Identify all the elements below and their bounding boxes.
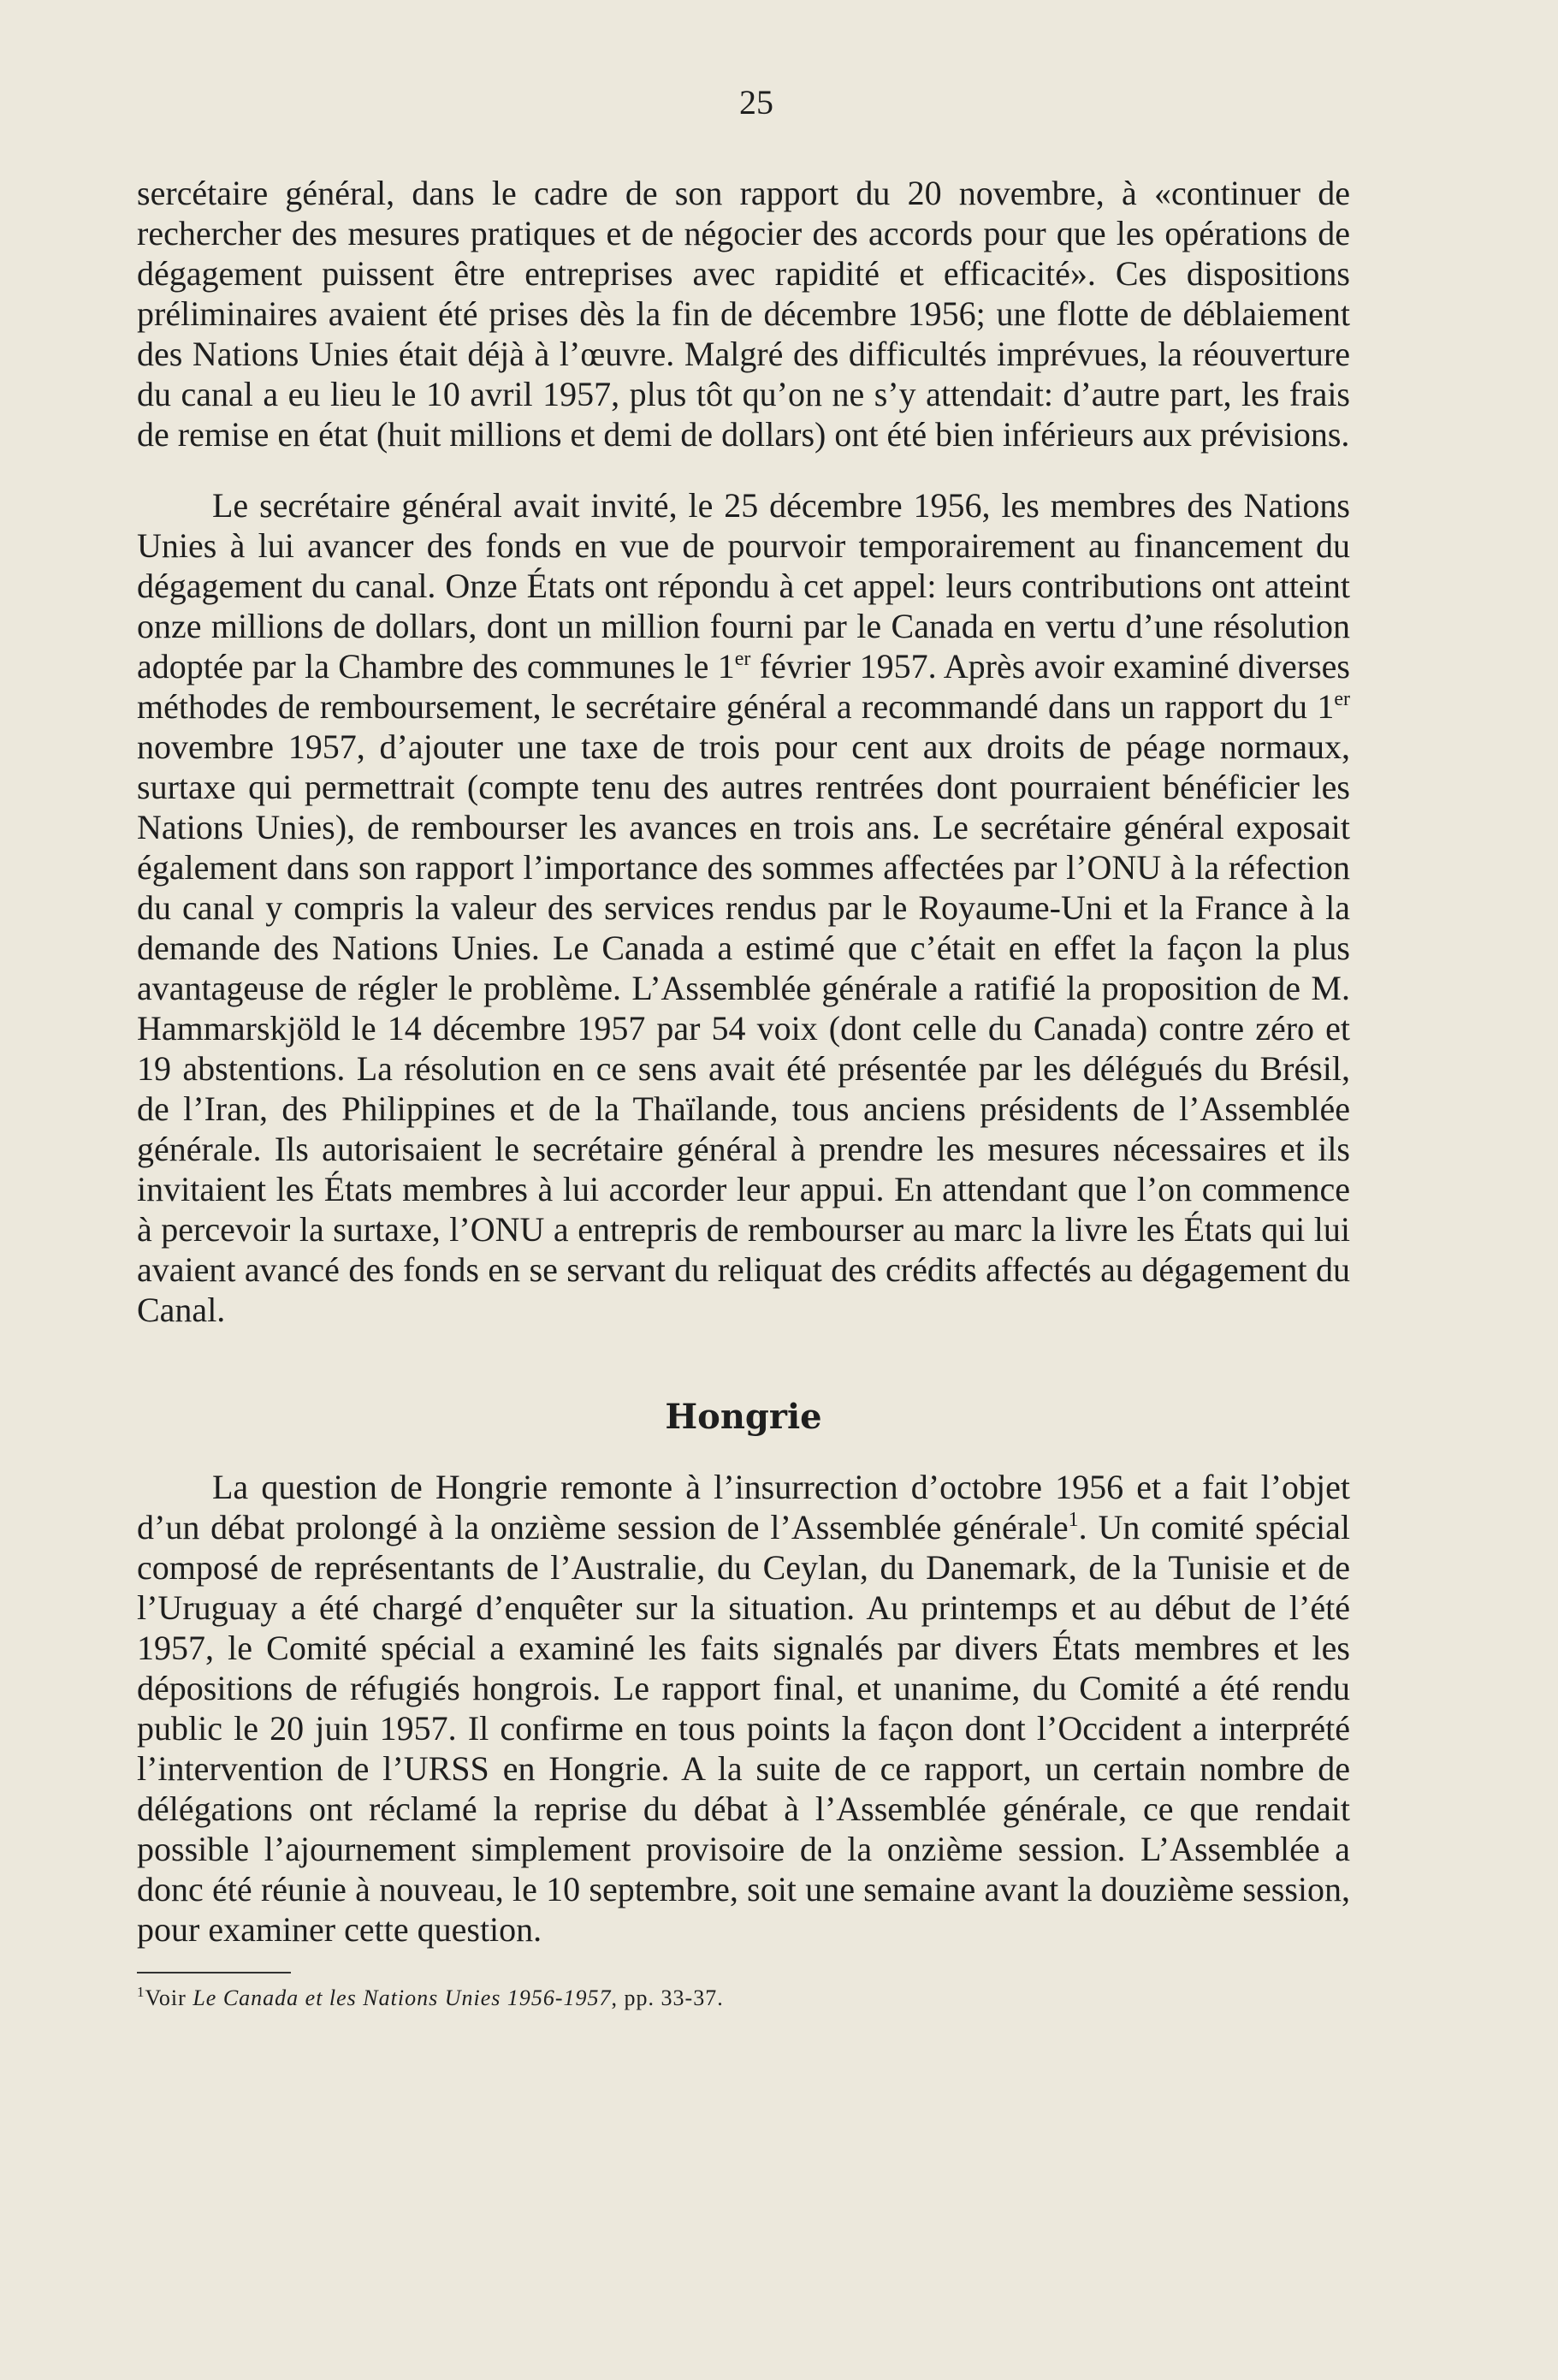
paragraph-canal-financing	[137, 485, 1350, 1330]
paragraph-hungary	[137, 1467, 1350, 1950]
footnote-mark: 1	[137, 1984, 145, 2000]
section-heading: Hongrie	[665, 1397, 822, 1437]
superscript: er	[734, 648, 751, 670]
paragraph-canal-clearance: sercétaire général, dans le cadre de son rapport du 20 novembre, à «continuer de rechercher des mesures pratiques et de négocier des accords pour que les opérations de dégagement puissent être entreprises avec rapidité et efficacité». Ces dispositions préliminaires avaient été prises dès la fin de décembre 1956; une flotte de déblaiement des Nations Unies était déjà à l’œuvre. Malgré des difficultés imprévues, la réouverture du canal a eu lieu le 10 avril 1957, plus tôt qu’on ne s’y attendait: d’autre part, les frais de remise en état (huit millions et demi de dollars) ont été bien inférieurs aux prévisions.	[137, 174, 1350, 454]
footnote-citation-title: Le Canada et les Nations Unies 1956-1957	[193, 1985, 612, 2010]
text-run: La question de Hongrie remonte à l’insurrection d’octobre 1956 et a fait l’objet d’un débat prolongé à la onzième session de l’Assemblée générale	[137, 1468, 1350, 1546]
text-run: Le secrétaire général avait invité, le 25 décembre 1956, les membres des Nations Unies à lui avancer des fonds en vue de pourvoir temporairement au financement du dégagement du canal. Onze États ont répondu à cet appel: leurs contributions ont atteint onze millions de dollars, dont un million fourni par le Canada en vertu d’une résolution adoptée par la Chambre des communes le 1	[137, 486, 1350, 686]
text-run: février 1957. Après avoir examiné diverses méthodes de remboursement, le secrétaire général a recommandé dans un rapport du 1	[137, 647, 1350, 726]
footnote-divider	[137, 1972, 291, 1973]
text-run: novembre 1957, d’ajouter une taxe de trois pour cent aux droits de péage normaux, surtaxe qui permettrait (compte tenu des autres rentrées dont pourraient bénéficier les Nations Unies), de rembourser les avances en trois ans. Le secrétaire général exposait également dans son rapport l’importance des sommes affectées par l’ONU à la réfection du canal y compris la valeur des services rendus par le Royaume-Uni et la France à la demande des Nations Unies. Le Canada a estimé que c’était en effet la façon la plus avantageuse de régler le problème. L’Assemblée générale a ratifié la proposition de M. Hammarskjöld le 14 décembre 1957 par 54 voix (dont celle du Canada) contre zéro et 19 abstentions. La résolution en ce sens avait été présentée par les délégués du Brésil, de l’Iran, des Philippines et de la Thaïlande, tous anciens présidents de l’Assemblée générale. Ils autorisaient le secrétaire général à prendre les mesures nécessaires et ils invitaient les États membres à lui accorder leur appui. En attendant que l’on commence à percevoir la surtaxe, l’ONU a entrepris de rembourser au marc la livre les États qui lui avaient avancé des fonds en se servant du reliquat des crédits affectés au dégagement du Canal.	[137, 727, 1350, 1329]
superscript: er	[1334, 688, 1350, 710]
document-page	[137, 83, 1350, 2011]
page-number: 25	[739, 83, 773, 122]
footnote-reference: 1	[1068, 1509, 1079, 1531]
text-run: . Un comité spécial composé de représentants de l’Australie, du Ceylan, du Danemark, de la Tunisie et de l’Uruguay a été chargé d’enquêter sur la situation. Au printemps et au début de l’été 1957, le Comité spécial a examiné les faits signalés par divers États membres et les dépositions de réfugiés hongrois. Le rapport final, et unanime, du Comité a été rendu public le 20 juin 1957. Il confirme en tous points la façon dont l’Occident a interprété l’intervention de l’URSS en Hongrie. A la suite de ce rapport, un certain nombre de délégations ont réclamé la reprise du débat à l’Assemblée générale, ce que rendait possible l’ajournement simplement provisoire de la onzième session. L’Assemblée a donc été réunie à nouveau, le 10 septembre, soit une semaine avant la douzième session, pour examiner cette question.	[137, 1508, 1350, 1949]
footnote-prefix: Voir	[145, 1985, 193, 2010]
footnote	[137, 1985, 1350, 2011]
footnote-suffix: , pp. 33-37.	[611, 1985, 724, 2010]
